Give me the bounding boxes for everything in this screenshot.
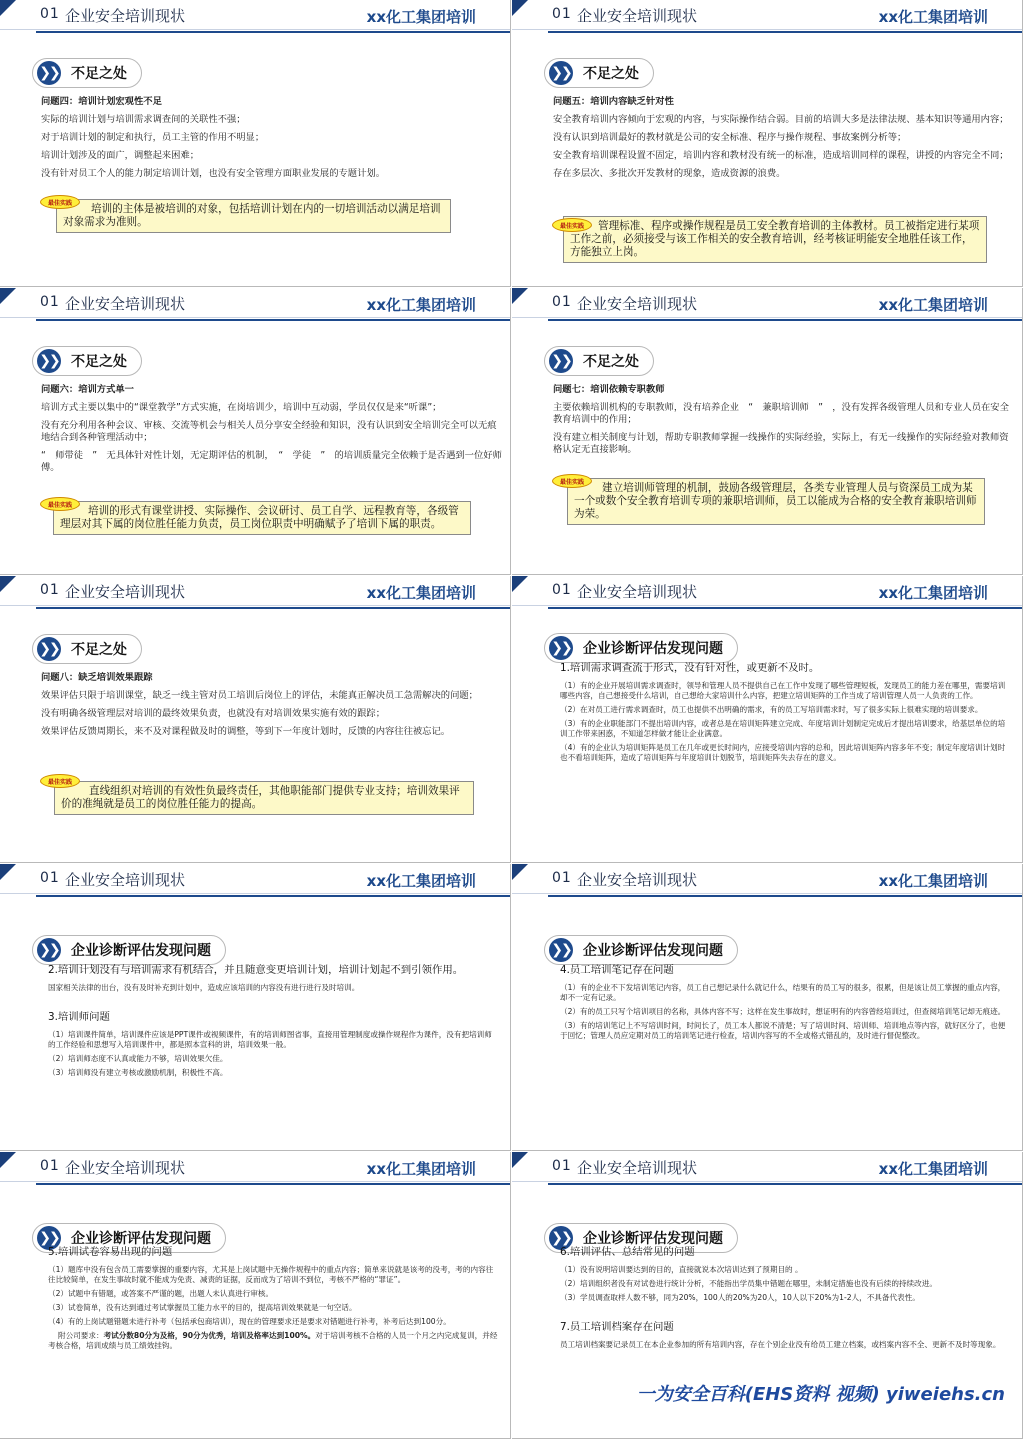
double-chevron-icon: ❯❯ [549, 636, 573, 660]
problem-paragraph: 对于培训计划的制定和执行，员工主管的作用不明显； [41, 132, 265, 143]
problem-title: 问题五：培训内容缺乏针对性 [553, 96, 674, 107]
slide-3 [0, 288, 511, 575]
brand-title: xx化工集团培训 [366, 8, 476, 26]
corner-triangle [0, 576, 16, 592]
slide-5 [0, 576, 511, 863]
diagnosis-content [560, 1246, 1010, 1354]
corner-triangle [0, 288, 16, 304]
problem-paragraph: “ 师带徒 ” 无具体针对性计划，无定期评估的机制， “ 学徒 ” 的培训质量完全依赖于是否遇到一位好师傅。 [41, 450, 502, 473]
header-rule [0, 1181, 510, 1182]
diagnosis-heading: 7.员工培训档案存在问题 [560, 1321, 674, 1333]
brand-title: xx化工集团培训 [878, 584, 988, 602]
section-number: 01 [40, 1158, 60, 1174]
section-label: 企业诊断评估发现问题 [583, 1231, 723, 1247]
section-title: 企业安全培训现状 [65, 1159, 186, 1177]
brand-title: xx化工集团培训 [878, 872, 988, 890]
section-title: 企业安全培训现状 [65, 583, 186, 601]
watermark-footer: 一为安全百科(EHS资料 视频) yiweiehs.cn [636, 1384, 1005, 1405]
double-chevron-icon: ❯❯ [37, 938, 61, 962]
problem-paragraph: 存在多层次、多批次开发教材的现象，造成资源的浪费。 [553, 168, 786, 179]
diagnosis-heading: 4.员工培训笔记存在问题 [560, 964, 674, 976]
requirement-suffix: 对于培训考核不合格的人员一个月之内完成复训，并经考核合格，培训成绩与员工绩效挂钩。 [48, 1331, 498, 1350]
header-rule [512, 1181, 1022, 1182]
corner-triangle [512, 0, 528, 16]
header-rule-accent [36, 1183, 510, 1185]
double-chevron-icon: ❯❯ [37, 349, 61, 373]
section-title: 企业安全培训现状 [65, 871, 186, 889]
diagnosis-heading: 1.培训需求调查流于形式，没有针对性，或更新不及时。 [560, 662, 820, 674]
problem-paragraph: 培训方式主要以集中的“课堂教学”方式实施，在岗培训少，培训中互动弱，学员仅仅是来“听课”； [41, 402, 442, 413]
section-title: 企业安全培训现状 [577, 871, 698, 889]
section-number: 01 [552, 294, 572, 310]
section-label: 企业诊断评估发现问题 [583, 641, 723, 657]
diagnosis-heading: 3.培训师问题 [48, 1011, 110, 1023]
slide-4 [512, 288, 1023, 575]
header-rule [0, 893, 510, 894]
section-number: 01 [40, 294, 60, 310]
diagnosis-paragraph: （3）培训师没有建立考核或激励机制，积极性不高。 [48, 1068, 228, 1077]
diagnosis-paragraph: （2）试题中有错题，或答案不严谨的题，出题人未认真进行审核。 [48, 1289, 274, 1298]
best-practice-box: 直线组织对培训的有效性负最终责任，其他职能部门提供专业支持；培训效果评价的准绳就是员工的岗位胜任能力的提高。 [54, 781, 474, 815]
corner-triangle [512, 288, 528, 304]
section-label: 企业诊断评估发现问题 [71, 1231, 211, 1247]
problem-paragraph: 没有明确各级管理层对培训的最终效果负责，也就没有对培训效果实施有效的跟踪； [41, 708, 385, 719]
best-practice-badge: 最佳实践 [40, 195, 80, 209]
requirement-prefix: 附公司要求： [58, 1331, 104, 1340]
double-chevron-icon: ❯❯ [37, 61, 61, 85]
section-number: 01 [552, 870, 572, 886]
diagnosis-content [48, 1246, 498, 1355]
problem-paragraph: 培训计划涉及的面广，调整起来困难； [41, 150, 200, 161]
slide-2 [512, 0, 1023, 287]
diagnosis-paragraph: （1）有的企业开展培训需求调查时，领导和管理人员不提供自己在工作中发现了哪些管理短板，发现员工的能力差在哪里，需要培训哪些内容，自己想接受什么培训，自己想给大家培训什么内容，把建立培训矩阵的工作当成了培训管理人员一人负责的工作。 [560, 681, 1006, 700]
diagnosis-paragraph: （1）培训课件简单，培训课件应该是PPT课件或视频课件，有的培训师图省事，直接用管理制度或操作规程作为课件，没有把培训师的工作经验和思想写入培训课件中，都是照本宣科的讲，培训效果一般。 [48, 1030, 492, 1049]
problem-title: 问题四：培训计划宏观性不足 [41, 96, 162, 107]
best-practice-badge: 最佳实践 [552, 474, 592, 488]
header-rule-accent [548, 1183, 1022, 1185]
section-pill [32, 346, 142, 376]
header-rule [0, 605, 510, 606]
brand-title: xx化工集团培训 [878, 296, 988, 314]
corner-triangle [512, 576, 528, 592]
problem-content [41, 384, 502, 480]
header-rule [0, 29, 510, 30]
problem-content [553, 96, 1014, 186]
section-label: 不足之处 [583, 354, 639, 370]
spacer [48, 997, 498, 1011]
section-label: 不足之处 [71, 66, 127, 82]
section-number: 01 [552, 1158, 572, 1174]
diagnosis-paragraph: （1）题库中没有包含员工需要掌握的重要内容，尤其是上岗试题中无操作规程中的重点内容；简单来说就是该考的没考，考的内容往往比较简单，在发生事故时就不能成为免责、减责的证据，反而成为了培训不到位，考核不严格的“罪证”。 [48, 1265, 494, 1284]
slide-6 [512, 576, 1023, 863]
diagnosis-paragraph: （3）有的培训笔记上不写培训时间，时间长了，员工本人都说不清楚；写了培训时间、培训师、培训地点等内容，就好区分了，也便于回忆；管理人员应定期对员工的培训笔记进行检查，培训内容写的不全或格式错乱的，及时进行督促整改。 [560, 1021, 1006, 1040]
company-requirement [48, 1331, 498, 1351]
header-rule [512, 317, 1022, 318]
problem-paragraph: 没有建立相关制度与计划，帮助专职教师掌握一线操作的实际经验，实际上，有无一线操作的实际经验对教师资格认定无直接影响。 [553, 432, 1009, 455]
diagnosis-paragraph: （4）有的上岗试题错题未进行补考（包括承包商培训），现在的管理要求还是要求对错题进行补考，补考后达到100分。 [48, 1317, 451, 1326]
best-practice-box: 建立培训师管理的机制，鼓励各级管理层，各类专业管理人员与资深员工成为某一个或数个安全教育培训专项的兼职培训师，员工以能成为合格的安全教育兼职培训师为荣。 [567, 478, 985, 525]
diagnosis-paragraph: （3）有的企业职能部门不提出培训内容，或者总是在培训矩阵建立完成、年度培训计划制定完成后才提出培训要求，给基层单位的培训工作带来困惑，不知道怎样做才能让企业满意。 [560, 719, 1006, 738]
section-pill [544, 346, 654, 376]
problem-paragraph: 没有针对员工个人的能力制定培训计划，也没有安全管理方面职业发展的专题计划。 [41, 168, 385, 179]
header-rule-accent [548, 607, 1022, 609]
corner-triangle [512, 1152, 528, 1168]
brand-title: xx化工集团培训 [366, 584, 476, 602]
section-title: 企业安全培训现状 [577, 295, 698, 313]
problem-paragraph: 安全教育培训课程设置不固定，培训内容和教材没有统一的标准，造成培训同样的课程，讲授的内容完全不同； [553, 150, 1009, 161]
section-title: 企业安全培训现状 [577, 1159, 698, 1177]
corner-triangle [0, 1152, 16, 1168]
problem-title: 问题七：培训依赖专职教师 [553, 384, 665, 395]
diagnosis-paragraph: （2）有的员工只写个培训项目的名称，具体内容不写；这样在发生事故时，想证明有的内容曾经培训过，但查阅培训笔记却无痕迹。 [560, 1007, 1006, 1016]
section-pill [32, 634, 142, 664]
diagnosis-heading: 2.培训计划没有与培训需求有机结合，并且随意变更培训计划，培训计划起不到引领作用。 [48, 964, 464, 976]
brand-title: xx化工集团培训 [878, 1160, 988, 1178]
brand-title: xx化工集团培训 [366, 872, 476, 890]
header-rule [0, 317, 510, 318]
header-rule-accent [548, 319, 1022, 321]
slide-9 [0, 1152, 511, 1439]
section-number: 01 [552, 6, 572, 22]
section-pill [544, 58, 654, 88]
best-practice-badge: 最佳实践 [552, 218, 592, 232]
slide-1 [0, 0, 511, 287]
section-label: 不足之处 [71, 642, 127, 658]
diagnosis-paragraph: （1）没有说明培训要达到的目的，直接就说本次培训达到了预期目的 。 [560, 1265, 803, 1274]
section-number: 01 [40, 582, 60, 598]
diagnosis-paragraph: （1）有的企业不下发培训笔记内容，员工自己想记录什么就记什么，结果有的员工写的很多，很累，但是该让员工掌握的重点内容，却不一定有记录。 [560, 983, 1006, 1002]
section-title: 企业安全培训现状 [65, 7, 186, 25]
double-chevron-icon: ❯❯ [549, 349, 573, 373]
slide-8 [512, 864, 1023, 1151]
diagnosis-paragraph: （2）培训组织者没有对试卷进行统计分析，不能指出学员集中错题在哪里，未制定措施也没有后续的持续改进。 [560, 1279, 937, 1288]
corner-triangle [0, 864, 16, 880]
diagnosis-paragraph: （2）在对员工进行需求调查时，员工也提供不出明确的需求，有的员工写培训需求时，写了很多实际上很难实现的培训要求。 [560, 705, 983, 714]
section-pill [32, 935, 226, 965]
problem-paragraph: 安全教育培训内容倾向于宏观的内容，与实际操作结合弱。目前的培训大多是法律法规、基本知识等通用内容； [553, 114, 1009, 125]
header-rule [512, 605, 1022, 606]
header-rule-accent [36, 319, 510, 321]
problem-title: 问题八：缺乏培训效果跟踪 [41, 672, 153, 683]
header-rule [512, 893, 1022, 894]
problem-paragraph: 效果评估反馈周期长，来不及对课程做及时的调整，等到下一年度计划时，反馈的内容往往被忘记。 [41, 726, 451, 737]
diagnosis-paragraph: （4）有的企业认为培训矩阵是员工在几年或更长时间内，应接受培训内容的总和，因此培训矩阵内容多年不变；制定年度培训计划时也不看培训矩阵，造成了培训矩阵与年度培训计划脱节，培训矩阵失去存在的意义。 [560, 743, 1006, 762]
header-rule-accent [548, 895, 1022, 897]
section-pill [32, 58, 142, 88]
diagnosis-paragraph: （2）培训师态度不认真或能力不够，培训效果欠佳。 [48, 1054, 228, 1063]
best-practice-box: 管理标准、程序或操作规程是员工安全教育培训的主体教材。员工被指定进行某项工作之前，必须接受与该工作相关的安全教育培训，经考核证明能安全地胜任该工作，方能独立上岗。 [563, 216, 987, 263]
corner-triangle [512, 864, 528, 880]
section-title: 企业安全培训现状 [577, 583, 698, 601]
diagnosis-paragraph: 国家相关法律的出台，没有及时补充到计划中，造成应该培训的内容没有进行进行及时培训。 [48, 983, 360, 992]
double-chevron-icon: ❯❯ [549, 1226, 573, 1250]
best-practice-badge: 最佳实践 [40, 497, 80, 511]
double-chevron-icon: ❯❯ [37, 1226, 61, 1250]
section-label: 不足之处 [71, 354, 127, 370]
section-number: 01 [552, 582, 572, 598]
problem-content [41, 672, 502, 744]
section-title: 企业安全培训现状 [577, 7, 698, 25]
header-rule-accent [36, 31, 510, 33]
requirement-bold: 考试分数80分为及格，90分为优秀，培训及格率达到100%。 [103, 1331, 316, 1340]
best-practice-badge: 最佳实践 [40, 774, 80, 788]
section-label: 企业诊断评估发现问题 [583, 943, 723, 959]
best-practice-box: 培训的形式有课堂讲授、实际操作、会议研讨、员工自学、远程教育等，各级管理层对其下属的岗位胜任能力负责，员工岗位职责中明确赋予了培训下属的职责。 [53, 501, 471, 535]
double-chevron-icon: ❯❯ [37, 637, 61, 661]
header-rule-accent [36, 895, 510, 897]
diagnosis-paragraph: 员工培训档案要记录员工在本企业参加的所有培训内容，存在个别企业没有给员工建立档案，或档案内容不全、更新不及时等现象。 [560, 1340, 1001, 1349]
double-chevron-icon: ❯❯ [549, 938, 573, 962]
problem-paragraph: 主要依赖培训机构的专职教师，没有培养企业 “ 兼职培训师 ” ，没有发挥各级管理人员和专业人员在安全教育培训中的作用； [553, 402, 1009, 425]
best-practice-box: 培训的主体是被培训的对象，包括培训计划在内的一切培训活动以满足培训对象需求为准则。 [56, 199, 451, 233]
diagnosis-content [560, 964, 1010, 1045]
problem-paragraph: 效果评估只限于培训课堂，缺乏一线主管对员工培训后岗位上的评估，未能真正解决员工急需解决的问题； [41, 690, 478, 701]
section-title: 企业安全培训现状 [65, 295, 186, 313]
header-rule-accent [548, 31, 1022, 33]
diagnosis-content [560, 662, 1010, 767]
problem-title: 问题六：培训方式单一 [41, 384, 134, 395]
problem-content [553, 384, 1014, 462]
problem-paragraph: 没有认识到培训最好的教材就是公司的安全标准、程序与操作规程、事故案例分析等； [553, 132, 907, 143]
slide-7 [0, 864, 511, 1151]
diagnosis-heading: 6.培训评估、总结常见的问题 [560, 1246, 695, 1258]
double-chevron-icon: ❯❯ [549, 61, 573, 85]
section-number: 01 [40, 870, 60, 886]
brand-title: xx化工集团培训 [366, 296, 476, 314]
corner-triangle [0, 0, 16, 16]
diagnosis-paragraph: （3）试卷简单，没有达到通过考试掌握员工能力水平的目的，提高培训效果就是一句空话。 [48, 1303, 357, 1312]
diagnosis-heading: 5.培训试卷容易出现的问题 [48, 1246, 173, 1258]
problem-content [41, 96, 502, 186]
header-rule [512, 29, 1022, 30]
brand-title: xx化工集团培训 [878, 8, 988, 26]
section-number: 01 [40, 6, 60, 22]
section-pill [544, 935, 738, 965]
problem-paragraph: 没有充分利用各种会议、审核、交流等机会与相关人员分享安全经验和知识，没有认识到安全培训完全可以无痕地结合到各种管理活动中； [41, 420, 497, 443]
diagnosis-paragraph: （3）学员调查取样人数不够，同为20%，100人的20%为20人，10人以下20%为1-2人，不具备代表性。 [560, 1293, 920, 1302]
section-label: 不足之处 [583, 66, 639, 82]
header-rule-accent [36, 607, 510, 609]
problem-paragraph: 实际的培训计划与培训需求调查间的关联性不强； [41, 114, 246, 125]
section-pill [544, 633, 738, 663]
diagnosis-content [48, 964, 498, 1082]
section-label: 企业诊断评估发现问题 [71, 943, 211, 959]
brand-title: xx化工集团培训 [366, 1160, 476, 1178]
spacer [560, 1307, 1010, 1321]
